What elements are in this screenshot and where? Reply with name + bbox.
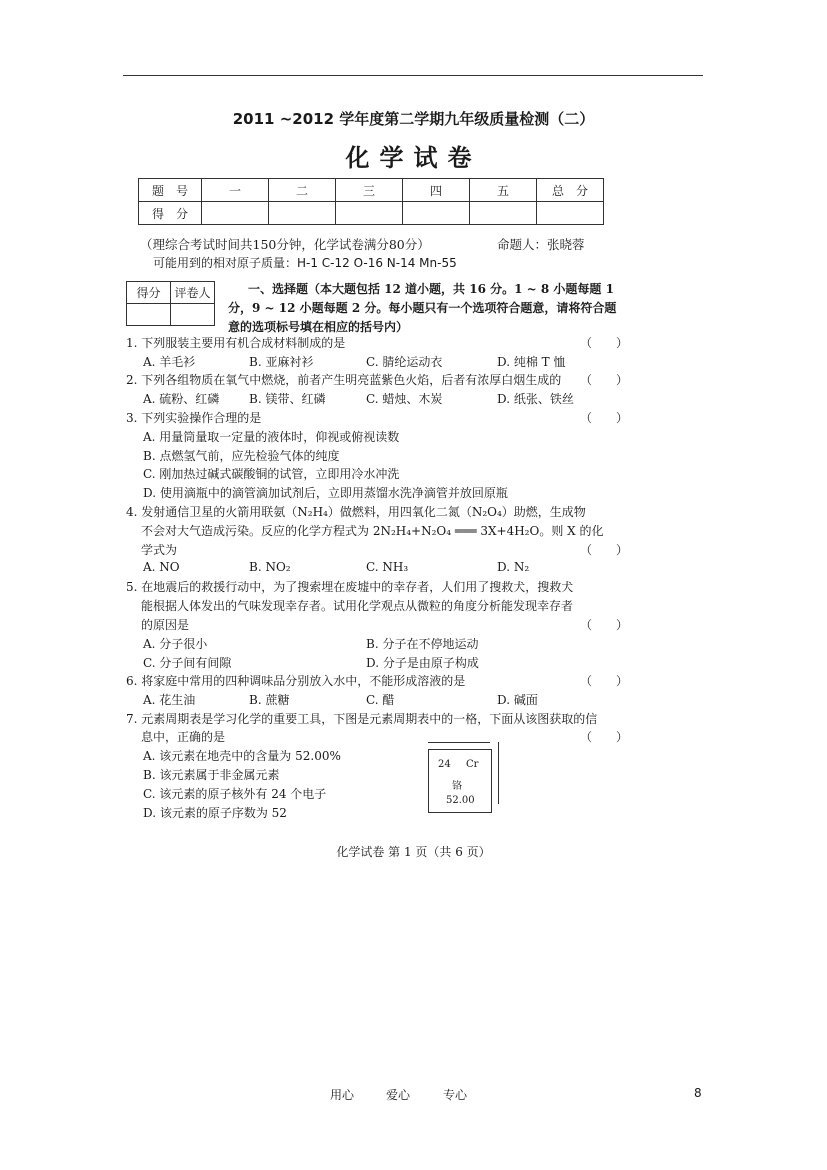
- option: C. 分子间有间隙: [143, 656, 232, 670]
- option: A. NO: [143, 560, 180, 574]
- option: D. 纯棉 T 恤: [497, 355, 566, 369]
- section-instructions-line: 分，9 ~ 12 小题每题 2 分。每小题只有一个选项符合题意，请将符合题: [228, 301, 617, 315]
- option: A. 该元素在地壳中的含量为 52.00%: [143, 749, 341, 763]
- answer-paren: （ ）: [580, 543, 629, 557]
- option: D. N₂: [497, 560, 530, 574]
- question-7-stem: 息中，正确的是: [141, 730, 226, 744]
- answer-paren: （ ）: [580, 336, 629, 350]
- option: B. 该元素属于非金属元素: [143, 768, 280, 782]
- footer-motto: 用心: [330, 1088, 355, 1102]
- option: C. 腈纶运动衣: [366, 355, 443, 369]
- element-symbol: Cr: [466, 759, 479, 770]
- element-atomic-mass: 52.00: [446, 795, 475, 806]
- element-atomic-number: 24: [438, 759, 451, 770]
- score-header-cell: 二: [269, 179, 336, 202]
- option: A. 用量筒量取一定量的液体时，仰视或俯视读数: [143, 430, 400, 444]
- question-2-stem: 2. 下列各组物质在氧气中燃烧，前者产生明亮蓝紫色火焰，后者有浓厚白烟生成的: [126, 373, 562, 387]
- score-header-cell: 四: [403, 179, 470, 202]
- score-cell: [403, 202, 470, 225]
- option: A. 硫粉、红磷: [143, 392, 220, 406]
- footer-motto: 专心: [443, 1088, 468, 1102]
- option: A. 羊毛衫: [143, 355, 196, 369]
- option: D. 该元素的原子序数为 52: [143, 806, 287, 820]
- page-footer: 化学试卷 第 1 页（共 6 页）: [336, 845, 491, 859]
- question-1-stem: 1. 下列服装主要用有机合成材料制成的是: [126, 336, 346, 350]
- exam-time-note: （理综合考试时间共150分钟，化学试卷满分80分）: [140, 237, 430, 252]
- section-instructions-line: 意的选项标号填在相应的括号内）: [228, 320, 409, 334]
- question-4-stem: 不会对大气造成污染。反应的化学方程式为 2N₂H₄+N₂O₄ ═══ 3X+4H₂O。则 X 的化: [141, 524, 604, 538]
- question-5-stem: 5. 在地震后的救援行动中，为了搜索埋在废墟中的幸存者，人们用了搜救犬，搜救犬: [126, 580, 574, 594]
- score-header-cell: 题 号: [139, 179, 202, 202]
- option: B. 镁带、红磷: [249, 392, 326, 406]
- option: D. 碱面: [497, 693, 538, 707]
- score-table-score-row: [139, 202, 604, 225]
- grader-score-cell: [127, 304, 171, 326]
- question-7-stem: 7. 元素周期表是学习化学的重要工具，下图是元素周期表中的一格，下面从该图获取的信: [126, 712, 598, 726]
- page-number: 8: [694, 1086, 702, 1100]
- element-cell-top-edge: [428, 742, 490, 749]
- option: B. 亚麻衬衫: [249, 355, 314, 369]
- score-header-cell: 一: [202, 179, 269, 202]
- option: A. 分子很小: [143, 637, 208, 651]
- grader-table: [126, 281, 215, 326]
- score-table: [138, 178, 604, 225]
- option: C. 刚加热过碱式碳酸铜的试管，立即用冷水冲洗: [143, 467, 400, 481]
- exam-author: 命题人：张晓蓉: [497, 237, 585, 252]
- question-6-stem: 6. 将家庭中常用的四种调味品分别放入水中，不能形成溶液的是: [126, 674, 466, 688]
- option: D. 纸张、铁丝: [497, 392, 574, 406]
- option: C. 醋: [366, 693, 395, 707]
- answer-paren: （ ）: [580, 730, 629, 744]
- answer-paren: （ ）: [580, 618, 629, 632]
- question-4-stem: 学式为: [141, 543, 178, 557]
- option: A. 花生油: [143, 693, 196, 707]
- score-table-header-row: [139, 179, 604, 202]
- score-header-cell: 总 分: [537, 179, 604, 202]
- option: D. 分子是由原子构成: [366, 656, 479, 670]
- question-5-stem: 的原因是: [141, 618, 190, 632]
- option: B. 分子在不停地运动: [366, 637, 479, 651]
- option: D. 使用滴瓶中的滴管滴加试剂后，立即用蒸馏水洗净滴管并放回原瓶: [143, 486, 508, 500]
- option: C. 蜡烛、木炭: [366, 392, 443, 406]
- header-rule: [123, 75, 703, 76]
- element-name: 铬: [452, 781, 462, 792]
- grader-score-label: 得分: [127, 282, 171, 304]
- option: C. 该元素的原子核外有 24 个电子: [143, 787, 327, 801]
- score-header-cell: 五: [470, 179, 537, 202]
- answer-paren: （ ）: [580, 411, 629, 425]
- score-cell: [202, 202, 269, 225]
- score-row-label: 得 分: [139, 202, 202, 225]
- question-3-stem: 3. 下列实验操作合理的是: [126, 411, 262, 425]
- answer-paren: （ ）: [580, 373, 629, 387]
- exam-subtitle: 2011 ~2012 学年度第二学期九年级质量检测（二）: [232, 110, 595, 128]
- question-5-stem: 能根据人体发出的气味发现幸存者。试用化学观点从微粒的角度分析能发现幸存者: [141, 599, 574, 613]
- score-cell: [336, 202, 403, 225]
- question-4-stem: 4. 发射通信卫星的火箭用联氨（N₂H₄）做燃料，用四氧化二氮（N₂O₄）助燃，生成物: [126, 505, 586, 519]
- score-header-cell: 三: [336, 179, 403, 202]
- grader-reviewer-cell: [171, 304, 215, 326]
- exam-title: 化学试卷: [345, 143, 482, 172]
- score-cell: [470, 202, 537, 225]
- option: B. NO₂: [249, 560, 291, 574]
- option: B. 蔗糖: [249, 693, 290, 707]
- score-cell: [269, 202, 336, 225]
- grader-reviewer-label: 评卷人: [171, 282, 215, 304]
- footer-motto: 爱心: [386, 1088, 411, 1102]
- option: C. NH₃: [366, 560, 409, 574]
- atomic-mass-note: 可能用到的相对原子质量：H-1 C-12 O-16 N-14 Mn-55: [153, 256, 457, 270]
- section-instructions-line: 一、选择题（本大题包括 12 道小题，共 16 分。1 ~ 8 小题每题 1: [248, 282, 614, 296]
- option: B. 点燃氢气前，应先检验气体的纯度: [143, 449, 340, 463]
- answer-paren: （ ）: [580, 674, 629, 688]
- score-cell: [537, 202, 604, 225]
